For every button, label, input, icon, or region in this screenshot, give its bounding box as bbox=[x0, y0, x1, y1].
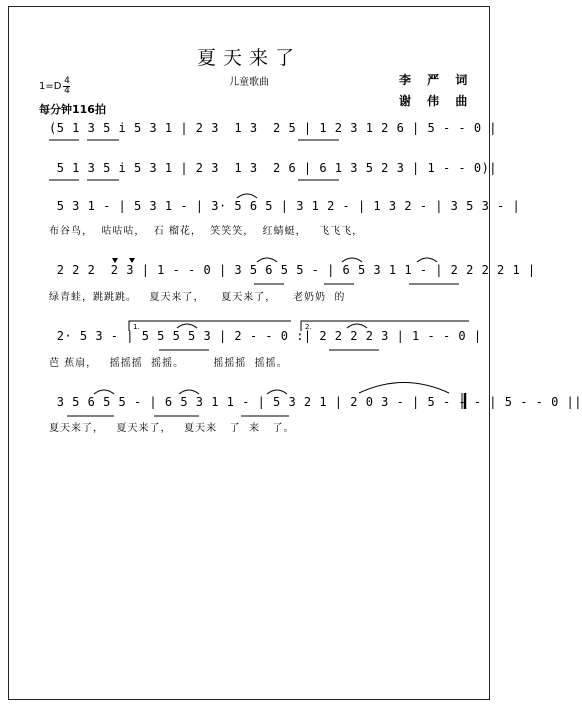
lyrics-row-6: 夏天来了， 夏天来了， 夏天来 了 来 了。 bbox=[49, 423, 295, 434]
time-signature bbox=[63, 77, 70, 96]
time-signature-top: 4 bbox=[64, 76, 70, 86]
lyrics-row-4: 绿青蛙，跳跳跳。 夏天来了， 夏天来了， 老奶奶 的 bbox=[49, 292, 346, 303]
score-page bbox=[8, 6, 582, 700]
volta-1-label: 1. bbox=[133, 323, 140, 331]
tempo-marking: 每分钟116拍 bbox=[39, 103, 106, 116]
song-title: 夏天来了 bbox=[196, 47, 301, 69]
notation-row-4: 2 2 2 2 3 | 1 - - 0 | 3 5 6 5 5 - | 6 5 3 1 1 - | 2 2 2 2 1 | bbox=[49, 263, 536, 277]
notation-row-6: 3 5 6 5 5 - | 6 5 3 1 1 - | 5 3 2 1 | 2 0 3 - | 5 - - - | 5 - - 0 || bbox=[49, 395, 582, 409]
key-label: 1=D bbox=[39, 81, 62, 92]
lyrics-row-5: 芭 蕉扇， 摇摇摇 摇摇。 摇摇摇 摇摇。 bbox=[49, 358, 288, 369]
key-signature bbox=[39, 77, 70, 96]
composer-credit: 谢 伟 曲 bbox=[399, 94, 474, 108]
notation-row-5: 2· 5 3 - | 5 5 5 5 3 | 2 - - 0 :| 2 2 2 2 3 | 1 - - 0 | bbox=[49, 329, 482, 343]
notation-row-1: (5 1 3 5 i 5 3 1 | 2 3 1 3 2 5 | 1 2 3 1 2 6 | 5 - - 0 | bbox=[49, 121, 498, 135]
notation-row-2: 5 1 3 5 i 5 3 1 | 2 3 1 3 2 6 | 6 1 3 5 2 3 | 1 - - 0)| bbox=[49, 161, 498, 175]
lyrics-row-3: 布谷鸟， 咕咕咕， 石 榴花， 笑笑笑， 红蜻蜓， 飞飞飞， bbox=[49, 226, 364, 237]
lyricist-credit: 李 严 词 bbox=[399, 73, 474, 87]
time-signature-bottom: 4 bbox=[64, 86, 70, 96]
notation-row-3: 5 3 1 - | 5 3 1 - | 3· 5 6 5 | 3 1 2 - | 1 3 2 - | 3 5 3 - | bbox=[49, 199, 521, 213]
volta-2-label: 2. bbox=[305, 323, 312, 331]
song-genre: 儿童歌曲 bbox=[229, 77, 269, 88]
